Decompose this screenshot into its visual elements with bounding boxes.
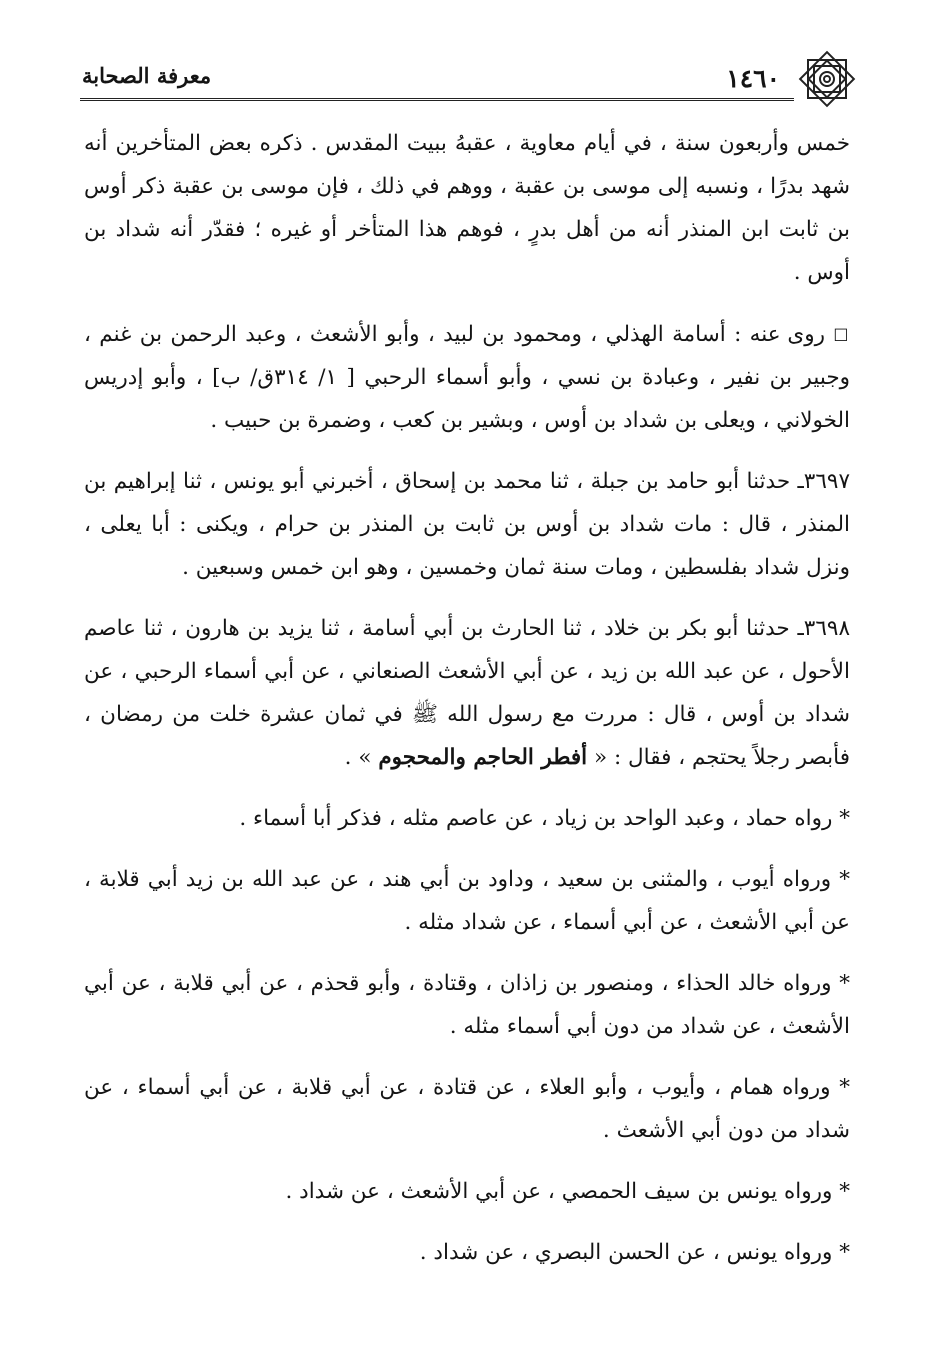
paragraph-text: خمس وأربعون سنة ، في أيام معاوية ، عقبهُ ببيت المقدس . ذكره بعض المتأخرين أنه شهد بدرًا ، ونسبه إلى موسى بن عقبة ، ووهم في ذلك ، فإن موسى بن عقبة ذكر أوس بن ثابت ابن المنذر أنه من أهل بدرٍ ، فوهم هذا المتأخر أو غيره ؛ فقدّر أنه شداد بن أوس . — [84, 131, 850, 285]
paragraph-hadith-3697 — [84, 460, 850, 589]
page-body — [84, 122, 850, 1292]
asterisk-icon: * — [839, 806, 850, 831]
paragraph-text: ٣٦٩٨ـ حدثنا أبو بكر بن خلاد ، ثنا الحارث بن أبي أسامة ، ثنا يزيد بن هارون ، ثنا عاصم الأحول ، عن عبد الله بن زيد ، عن أبي الأشعث الصنعاني ، عن أبي أسماء الرحبي ، عن شداد بن أوس ، قال : مررت مع رسول الله ﷺ في ثمان عشرة خلت من رمضان ، فأبصر رجلاً يحتجم ، فقال : « — [84, 616, 850, 770]
paragraph-text: ورواه همام ، وأيوب ، وأبو العلاء ، عن قتادة ، عن أبي قلابة ، عن أبي أسماء ، عن شداد من دون أبي الأشعث . — [84, 1075, 850, 1143]
page-number: ١٤٦٠ — [726, 64, 780, 93]
asterisk-icon: * — [839, 1075, 850, 1100]
paragraph-riwaya-2 — [84, 858, 850, 944]
paragraph-riwaya-3 — [84, 962, 850, 1048]
paragraph-text: ورواه خالد الحذاء ، ومنصور بن زاذان ، وقتادة ، وأبو قحذم ، عن أبي قلابة ، عن أبي الأشعث ، عن شداد من دون أبي أسماء مثله . — [84, 971, 850, 1039]
paragraph-text: رواه حماد ، وعبد الواحد بن زياد ، عن عاصم مثله ، فذكر أبا أسماء . — [239, 806, 833, 831]
paragraph-riwaya-1 — [84, 797, 850, 840]
hadith-quote: أفطر الحاجم والمحجوم — [378, 745, 588, 770]
paragraph-text: ٣٦٩٧ـ حدثنا أبو حامد بن جبلة ، ثنا محمد بن إسحاق ، أخبرني أبو يونس ، ثنا إبراهيم بن المنذر ، قال : مات شداد بن أوس بن ثابت بن المنذر بن حرام ، ويكنى : أبا يعلى ، ونزل شداد بفلسطين ، ومات سنة ثمان وخمسين ، وهو ابن خمس وسبعين . — [84, 469, 850, 580]
page-header — [80, 48, 852, 102]
header-rule — [80, 98, 794, 101]
square-marker-icon: □ — [833, 324, 850, 343]
paragraph-continuation — [84, 122, 850, 294]
paragraph-text: ورواه أيوب ، والمثنى بن سعيد ، وداود بن أبي هند ، عن عبد الله بن زيد أبي قلابة ، عن أبي الأشعث ، عن أبي أسماء ، عن شداد مثله . — [84, 867, 850, 935]
paragraph-text: روى عنه : أسامة الهذلي ، ومحمود بن لبيد ، وأبو الأشعث ، وعبد الرحمن بن غنم ، وجبير بن نفير ، وعبادة بن نسي ، وأبو أسماء الرحبي [ ١/ ٣١٤ق/ ب] ، وأبو إدريس الخولاني ، ويعلى بن شداد بن أوس ، وبشير بن كعب ، وضمرة بن حبيب . — [84, 322, 851, 433]
asterisk-icon: * — [839, 1240, 850, 1265]
octagram-ornament-icon — [796, 48, 858, 110]
paragraph-text-end: » . — [344, 745, 372, 770]
asterisk-icon: * — [839, 867, 850, 892]
book-title: معرفة الصحابة — [82, 63, 212, 88]
paragraph-text: ورواه يونس ، عن الحسن البصري ، عن شداد . — [419, 1240, 833, 1265]
asterisk-icon: * — [839, 1179, 850, 1204]
paragraph-riwaya-6 — [84, 1231, 850, 1274]
asterisk-icon: * — [839, 971, 850, 996]
paragraph-riwaya-5 — [84, 1170, 850, 1213]
paragraph-text: ورواه يونس بن سيف الحمصي ، عن أبي الأشعث ، عن شداد . — [285, 1179, 833, 1204]
paragraph-hadith-3698 — [84, 607, 850, 779]
paragraph-riwaya-4 — [84, 1066, 850, 1152]
paragraph-narrators — [84, 312, 850, 442]
